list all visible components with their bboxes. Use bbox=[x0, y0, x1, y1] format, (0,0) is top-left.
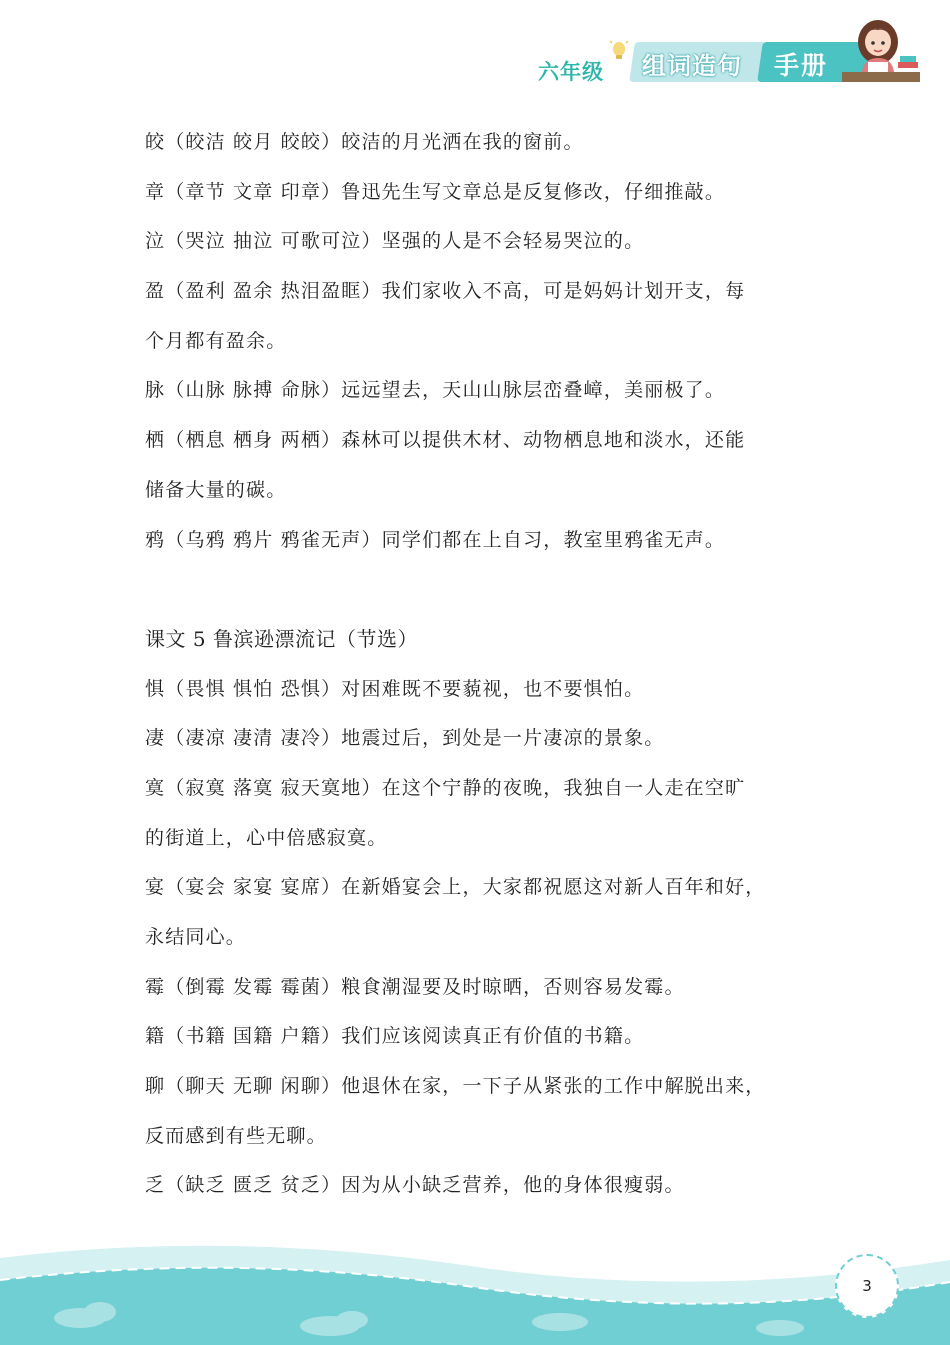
entry-line: 脉（山脉 脉搏 命脉）远远望去，天山山脉层峦叠嶂，美丽极了。 bbox=[145, 379, 726, 402]
student-mascot-icon bbox=[838, 14, 922, 86]
entry-line: 储备大量的碳。 bbox=[145, 478, 287, 501]
banner-subtitle: 手册 bbox=[774, 51, 829, 80]
entry-line: 盈（盈利 盈余 热泪盈眶）我们家收入不高，可是妈妈计划开支，每 bbox=[145, 280, 746, 303]
entry-line: 反而感到有些无聊。 bbox=[145, 1124, 327, 1147]
section-gap bbox=[145, 565, 815, 615]
grade-label: 六年级 bbox=[538, 60, 604, 84]
entry-line: 章（章节 文章 印章）鲁迅先生写文章总是反复修改，仔细推敲。 bbox=[145, 180, 726, 203]
entry-line: 栖（栖息 栖身 两栖）森林可以提供木材、动物栖息地和淡水，还能 bbox=[145, 429, 746, 452]
title-banner bbox=[632, 40, 862, 84]
entry-line: 凄（凄凉 凄清 凄冷）地震过后，到处是一片凄凉的景象。 bbox=[145, 727, 665, 750]
entry-line: 泣（哭泣 抽泣 可歌可泣）坚强的人是不会轻易哭泣的。 bbox=[145, 230, 645, 253]
content-body bbox=[145, 118, 815, 1211]
entry-line: 寞（寂寞 落寞 寂天寞地）在这个宁静的夜晚，我独自一人走在空旷 bbox=[145, 776, 746, 799]
banner-title: 组词造句 bbox=[642, 52, 742, 80]
entry-line: 乏（缺乏 匮乏 贫乏）因为从小缺乏营养，他的身体很瘦弱。 bbox=[145, 1174, 685, 1197]
entry-line: 霉（倒霉 发霉 霉菌）粮食潮湿要及时晾晒，否则容易发霉。 bbox=[145, 975, 685, 998]
entry-line: 的街道上，心中倍感寂寞。 bbox=[145, 826, 388, 849]
entry-line: 宴（宴会 家宴 宴席）在新婚宴会上，大家都祝愿这对新人百年和好， bbox=[145, 876, 766, 899]
entry-line: 鸦（乌鸦 鸦片 鸦雀无声）同学们都在上自习，教室里鸦雀无声。 bbox=[145, 528, 726, 551]
entry-line: 籍（书籍 国籍 户籍）我们应该阅读真正有价值的书籍。 bbox=[145, 1025, 645, 1048]
footer-wave-decoration bbox=[0, 1230, 950, 1345]
entry-line: 聊（聊天 无聊 闲聊）他退休在家，一下子从紧张的工作中解脱出来， bbox=[145, 1075, 766, 1098]
page-number: 3 bbox=[862, 1277, 872, 1295]
lesson-title: 课文 5 鲁滨逊漂流记（节选） bbox=[145, 626, 418, 651]
entry-line: 惧（畏惧 惧怕 恐惧）对困难既不要藐视，也不要惧怕。 bbox=[145, 677, 645, 700]
page-number-badge bbox=[835, 1254, 899, 1318]
page-header bbox=[0, 0, 950, 110]
entry-line: 皎（皎洁 皎月 皎皎）皎洁的月光洒在我的窗前。 bbox=[145, 131, 584, 153]
entry-line: 永结同心。 bbox=[145, 926, 247, 948]
entry-line: 个月都有盈余。 bbox=[145, 329, 287, 352]
lightbulb-icon bbox=[610, 40, 628, 62]
